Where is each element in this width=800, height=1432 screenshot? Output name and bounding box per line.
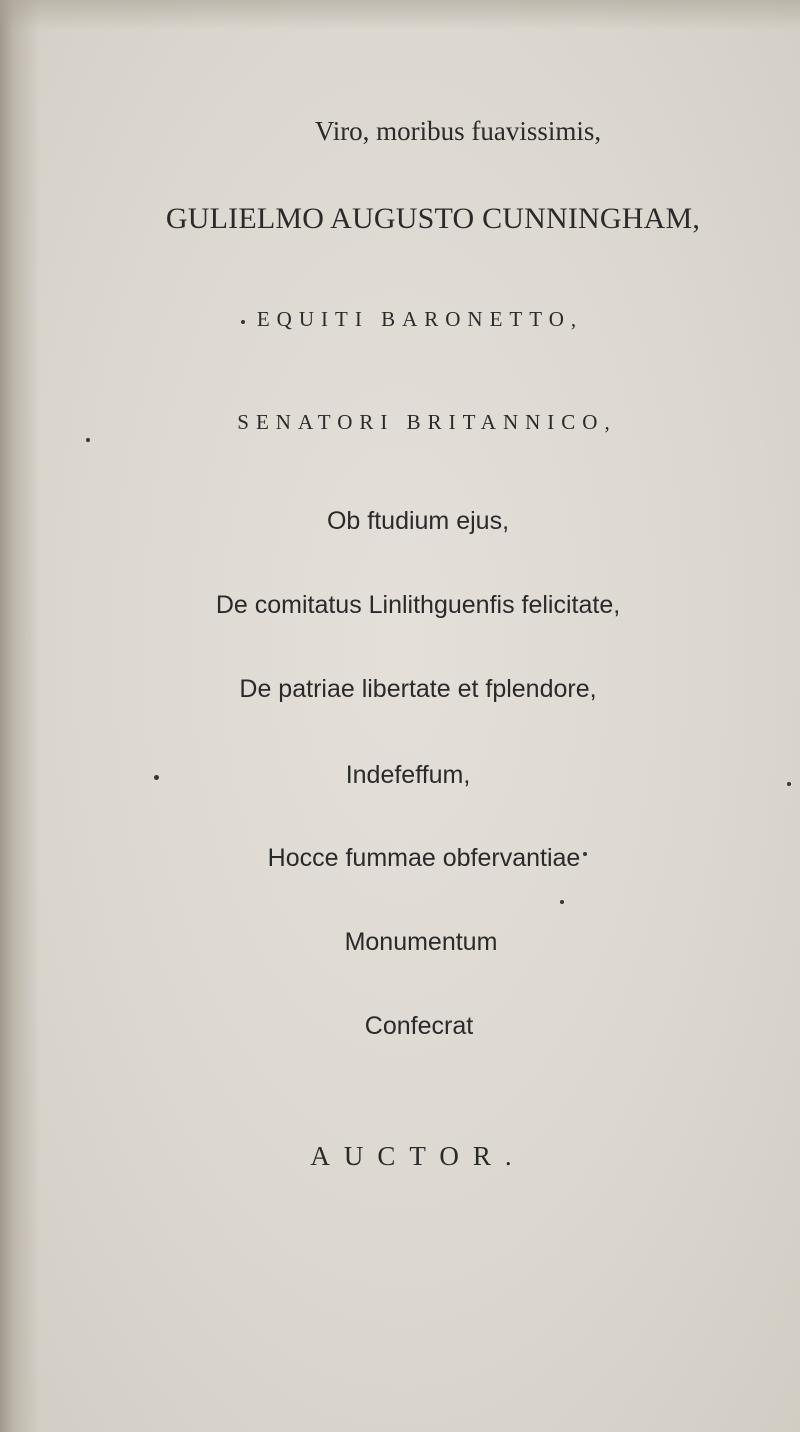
ink-speck — [86, 438, 90, 442]
body-line-comitatus: De comitatus Linlithguenfis felicitate, — [215, 591, 621, 619]
ink-speck — [787, 782, 791, 786]
honoree-name: GULIELMO AUGUSTO CUNNINGHAM, — [165, 202, 701, 235]
dedication-line: Viro, moribus fuavissimis, — [314, 116, 602, 146]
body-line-patriae: De patriae libertate et fplendore, — [239, 675, 597, 703]
page-top-shadow — [0, 0, 800, 30]
senator-line: SENATORI BRITANNICO, — [237, 410, 617, 434]
body-line-indefessum: Indefeffum, — [345, 761, 471, 789]
body-line-monumentum: Monumentum — [344, 928, 498, 956]
rank-line: EQUITI BARONETTO, — [256, 307, 584, 331]
body-line-confecrat: Confecrat — [364, 1012, 474, 1040]
ink-speck — [241, 320, 245, 324]
author-signature: AUCTOR. — [310, 1141, 526, 1171]
ink-speck — [583, 852, 587, 856]
body-line-ob: Ob ftudium ejus, — [326, 507, 510, 535]
body-line-hocce: Hocce fummae obfervantiae — [267, 844, 581, 872]
ink-speck — [154, 775, 159, 780]
ink-speck — [560, 900, 564, 904]
